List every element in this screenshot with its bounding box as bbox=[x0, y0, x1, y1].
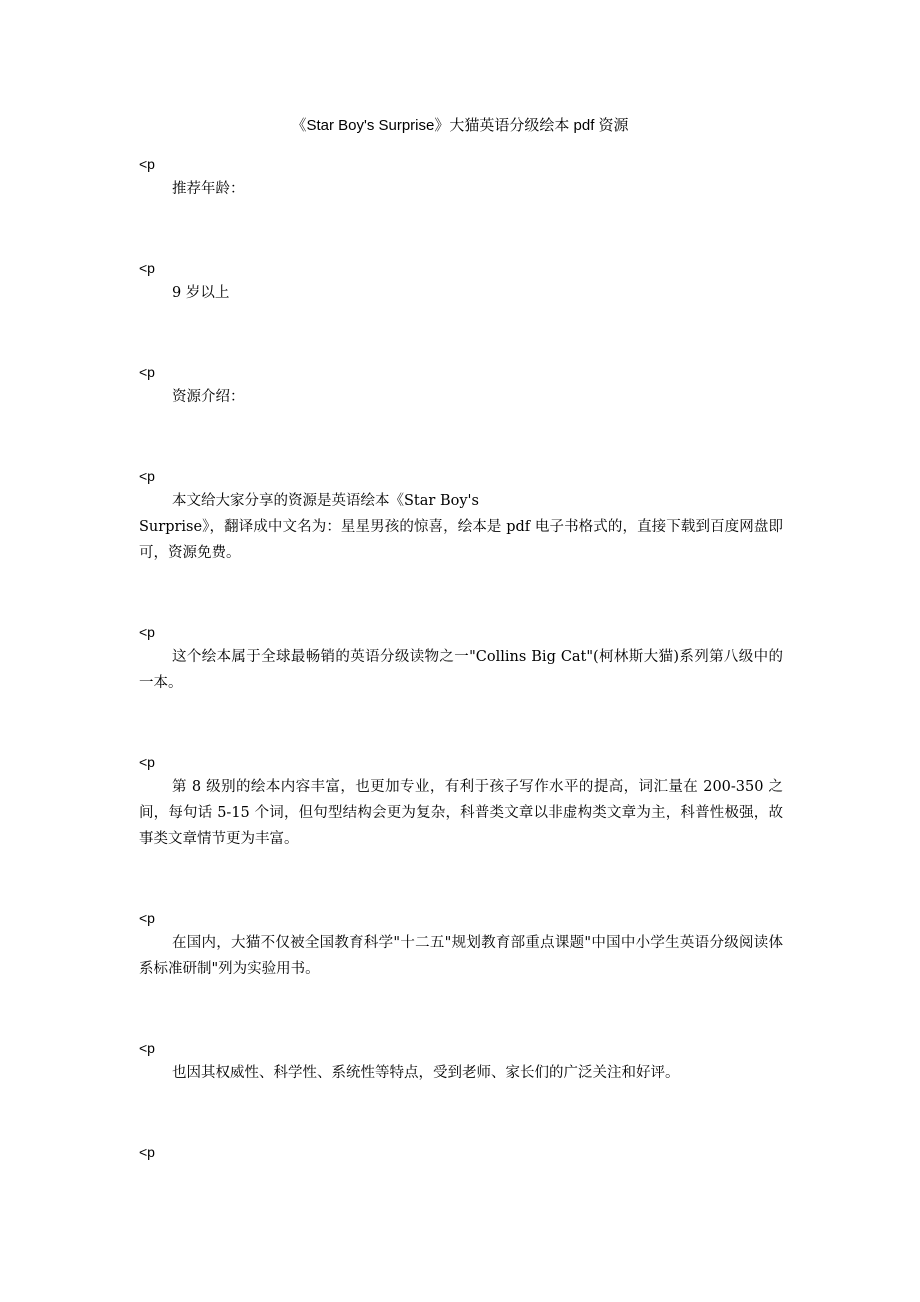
paragraph-tag: <p bbox=[139, 156, 155, 172]
paragraph-tag: <p bbox=[139, 624, 155, 640]
series-paragraph: 这个绘本属于全球最畅销的英语分级读物之一"Collins Big Cat"(柯林斯大猫)系列第八级中的一本。 bbox=[139, 649, 783, 691]
paragraph-tag: <p bbox=[139, 754, 155, 770]
reputation-paragraph: 也因其权威性、科学性、系统性等特点，受到老师、家长们的广泛关注和好评。 bbox=[172, 1065, 680, 1081]
paragraph-block-intro-label bbox=[139, 362, 783, 410]
intro-paragraph-rest: Surprise》，翻译成中文名为：星星男孩的惊喜，绘本是 pdf 电子书格式的，直接下载到百度网盘即可，资源免费。 bbox=[139, 519, 783, 561]
intro-label: 资源介绍： bbox=[172, 389, 245, 405]
intro-paragraph-line1: 本文给大家分享的资源是英语绘本《Star Boy's bbox=[172, 493, 479, 509]
paragraph-block-intro bbox=[139, 466, 783, 566]
paragraph-block-domestic bbox=[139, 908, 783, 982]
paragraph-block-age-value bbox=[139, 258, 783, 306]
paragraph-tag: <p bbox=[139, 468, 155, 484]
paragraph-tag: <p bbox=[139, 1040, 155, 1056]
paragraph-tag: <p bbox=[139, 910, 155, 926]
paragraph-block-level8 bbox=[139, 752, 783, 852]
paragraph-block-reputation bbox=[139, 1038, 783, 1086]
level8-paragraph: 第 8 级别的绘本内容丰富，也更加专业，有利于孩子写作水平的提高，词汇量在 200-350 之间，每句话 5-15 个词，但句型结构会更为复杂，科普类文章以非虚构类文章为主，科普性极强，故事类文章情节更为丰富。 bbox=[139, 779, 783, 847]
paragraph-tag: <p bbox=[139, 364, 155, 380]
paragraph-block-series bbox=[139, 622, 783, 696]
domestic-paragraph: 在国内，大猫不仅被全国教育科学"十二五"规划教育部重点课题"中国中小学生英语分级阅读体系标准研制"列为实验用书。 bbox=[139, 935, 783, 977]
document-title: 《Star Boy's Surprise》大猫英语分级绘本 pdf 资源 bbox=[291, 117, 629, 134]
age-value: 9 岁以上 bbox=[172, 285, 230, 301]
paragraph-block-trailing bbox=[139, 1142, 783, 1162]
paragraph-tag: <p bbox=[139, 260, 155, 276]
age-label: 推荐年龄： bbox=[172, 181, 245, 197]
paragraph-tag: <p bbox=[139, 1144, 155, 1160]
paragraph-block-age-label bbox=[139, 154, 783, 202]
